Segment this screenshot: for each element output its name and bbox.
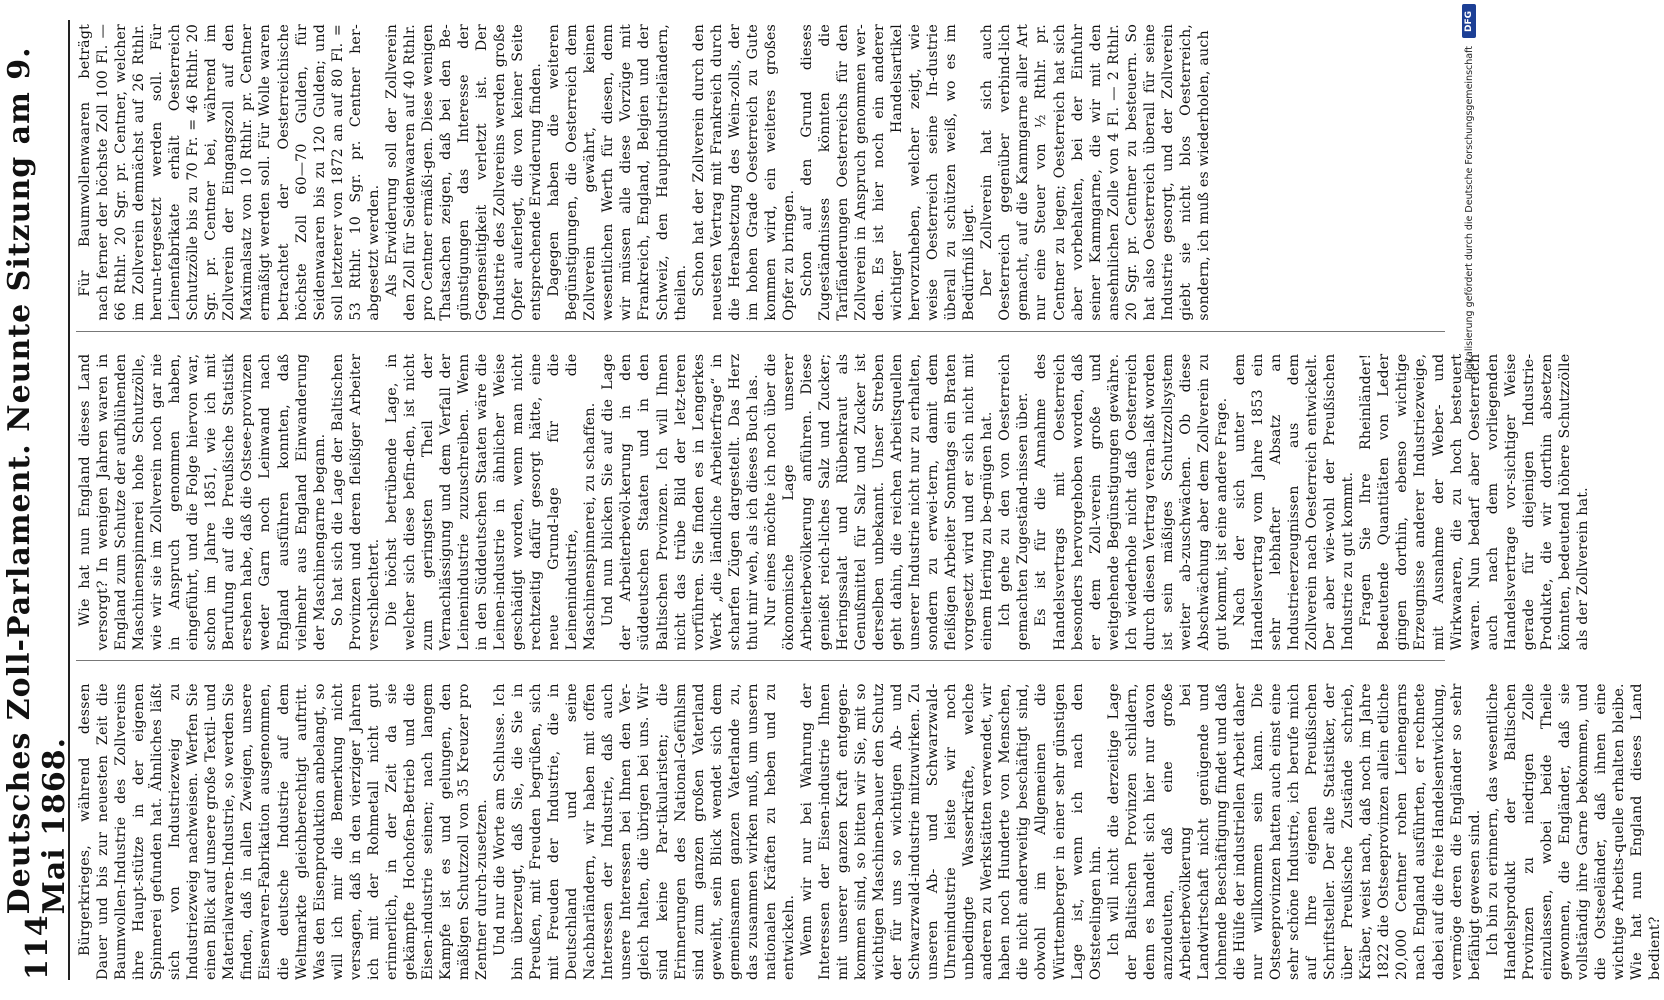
dfg-logo: DFG [1462, 4, 1476, 38]
paragraph: Für Baumwollenwaaren beträgt nach ferner der höchste Zoll 100 Fl. — 66 Rthlr. 20 Sgr. pr. Centner, welcher im Zollverein demnächst auf 26 Rthlr. herun-tergesetzt werden soll. Für Leinenfabrikate erhält Oesterreich Schutzzölle bis zu 70 Fr. = 46 Rthlr. 20 Sgr. pr. Centner bei, während im Zollverein der Eingangszoll auf den Maximalsatz von 10 Rthlr. pr. Centner ermäßigt werden soll. Für Wolle waren betrachtet der Oesterreichische höchste Zoll 60—70 Gulden, für Seidenwaaren bis zu 120 Gulden; und soll letzterer von 1872 an auf 80 Fl. = 53 Rthlr. 10 Sgr. pr. Centner her-abgesetzt werden. [77, 23, 382, 321]
paragraph: Wenn wir nur bei Wahrung der Interessen der Eisen-industrie Ihnen mit unserer ganzen Kraft entgegen-kommen sind, so bitten wir Sie, mit so wichtigen Maschinen-bauer den Schutz der für uns so wichtigen Ab- und Schwarzwald-industrie mitzuwirken. Zu unseren Ab- und Schwarzwald-Uhrenindustrie leiste wir noch unbedingte Wasserkräfte, welche anderen zu Werkstätten verwendet, wir haben noch Hunderte von Menschen, die nicht anderweitig beschäftigt sind, obwohl im Allgemeinen die Württemberger in einer sehr günstigen Lage ist, wenn ich nach den Oststeelingen hin. [798, 683, 1104, 980]
paragraph: Und nun blicken Sie auf die Lage der Arbeiterbevöl-kerung in den süddeutschen Staaten und in den Baltischen Provinzen. Ich will Ihnen nicht das trübe Bild der letz-teren vorführen. Sie finden es in Lengerkes Werk „die ländliche Arbeiterfrage“ in scharfen Zügen dargestellt. Das Herz thut mir weh, als ich dieses Buch las. [600, 353, 761, 651]
column-1 [76, 679, 1664, 980]
paragraph: So hat sich die Lage der Baltischen Provinzen und deren fleißiger Arbeiter verschlechtert. [329, 353, 382, 651]
paragraph: Als Erwiderung soll der Zollverein den Zoll für Seidenwaaren auf 40 Rthlr. pro Centner ermäßi-gen. Diese wenigen Thatsachen zeigen, daß bei den Be-günstigungen das Interesse der Gegenseitigkeit verletzt ist. Der Industrie des Zollvereins werden große Opfer auferlegt, die von keiner Seite entsprechende Erwiderung finden. [383, 23, 545, 321]
page-number: 114 [19, 914, 55, 980]
paragraph: Bürgerkrieges, während dessen Dauer und bis zur neuesten Zeit die Baumwollen-Industrie des Zollvereins ihre Haupt-stütze in der eigenen Spinnerei gefunden hat. Ähnliches läßt sich von Industriezweig zu Industriezweig nachweisen. Werfen Sie einen Blick auf unsere große Textil- und Materialwaren-Industrie, so werden Sie finden, daß in allen Zweigen, unsere Eisenwaren-Fabrikation ausgenommen, die deutsche Industrie auf dem Weltmarkte gleichberechtigt auftritt. Was den Eisenproduktion anbelangt, so will ich mir die Bemerkung nicht versagen, daß in den vierziger Jahren ich mit der Rohmetall nicht gut erinnerlich, in der Zeit da sie gekämpfte Hochofen-Betrieb und die Eisen-industrie seinen; nach langem Kampfe ist es und gelungen, den mäßigen Schutzzoll von 35 Kreuzer pro Zentner durch-zusetzen. [77, 683, 491, 980]
paragraph: Fragen Sie Ihre Rheinländer! Bedeutende Quantitäten von Leder gingen dorthin, ebenso wichtige Erzeugnisse anderer Industriezweige, mit Ausnahme der Weber- und Wirkwaaren, die zu hoch besteuert waren. Nun bedarf aber Oesterreich auch nach dem vorliegenden Handelsvertrage vor-sichtiger Weise gerade für diejenigen Industrie-Produkte, die wir dorthin absetzen könnten, bedeutend höhere Schutzzölle als der Zollverein hat. [1358, 353, 1591, 651]
paragraph: Der Zollverein hat sich auch Oesterreich gegenüber verbind-lich gemacht, auf die Kammgarne aller Art nur eine Steuer von ½ Rthlr. pr. Centner zu legen; Oesterreich hat sich aber vorbehalten, bei der Einfuhr seiner Kammgarne, die wir mit den ansehnlichen Zolle von 4 Fl. — 2 Rthlr. 20 Sgr. pr. Centner zu besteuern. So hat also Oesterreich überall für seine Industrie gesorgt, und der Zollverein giebt sie nicht blos Oesterreich, sondern, ich muß es wiederholen, auch [979, 23, 1212, 321]
column-2 [76, 350, 1591, 662]
paragraph: Die höchst betrübende Lage, in welcher sich diese befin-den, ist nicht zum geringsten Theil der Vernachlässigung und dem Verfall der Leinenindustrie zuzuschreiben. Wenn in den Süddeutschen Staaten wäre die Leinen-industrie in ähnlicher Weise geschädigt worden, wenn man nicht rechtzeitig dafür gesorgt hätte, eine neue Grund-lage für die Leinenindustrie, die Maschinenspinnerei, zu schaffen. [383, 353, 599, 651]
digitization-credit: Digitalisierung gefördert durch die Deutsche Forschungsgemeinschaft [1463, 46, 1475, 380]
paragraph: Wie hat nun England dieses Land versorgt? In wenigen Jahren waren in England zum Schutze der aufblühenden Maschinenspinnerei hohe Schutzzölle, wie wir sie im Zollverein noch gar nie in Anspruch genommen haben, eingeführt, und die Folge hiervon war, schon im Jahre 1851, wie ich mit Berufung auf die Preußische Statistik ersehen habe, daß die Ostsee-provinzen weder Garn noch Leinwand nach England ausführen konnten, daß vielmehr aus England Einwanderung der Maschinengarne begann. [77, 353, 328, 651]
running-title: Deutsches Zoll-Parlament. Neunte Sitzung am 9. Mai 1868. [2, 46, 72, 915]
dfg-sidebar [1459, 0, 1479, 1000]
paragraph: Schon hat der Zollverein durch den neuesten Vertrag mit Frankreich durch die Herabsetzung des Wein-zolls, der im hohen Grade Oesterreich zu Gute kommen wird, ein weiteres großes Opfer zu bringen. [690, 23, 797, 321]
paragraph: Schon auf den Grund dieses Zugeständnisses könnten die Tarifänderungen Oesterreichs für den Zollverein in Anspruch genommen wer-den. Es ist hier noch ein anderer wichtiger Handelsartikel hervorzuheben, welcher zeigt, wie weise Oesterreich seine In-dustrie überall zu schützen weiß, wo es im Bedürfniß liegt. [798, 23, 978, 321]
paragraph: Nur eines möchte ich noch über die ökonomische Lage unserer Arbeiterbevölkerung anführen. Diese genießt reich-liches Salz und Zucker; Heringssalat und Rübenkraut als Genußmittel für Salz und Zucker ist derselben unbekannt. Unser Streben geht dahin, die reichen Arbeitsquellen unserer Industrie nicht nur zu erhalten, sondern zu erwei-tern, damit dem fleißigen Arbeiter Sonntags ein Braten vorgesetzt wird und er sich nicht mit einem Hering zu be-gnügen hat. [762, 353, 996, 651]
column-3 [76, 20, 1445, 332]
paragraph: Und nur die Worte am Schlusse. Ich bin überzeugt, daß Sie, die Sie in Preußen, mit Freuden begrüßen, sich mit Freuden der Industrie, die in Deutschland und seine Nachbarländern, wir haben mit offen Interessen der Industrie, daß auch unsere Interessen bei Ihnen den Ver-gleich halten, die übrigen bei uns. Wir sind keine Par-tikularisten; die Erinnerungen des National-Gefühlsm sind zum ganzen großen Vaterland geweiht, sein Blick wendet sich dem gemeinsamen ganzen Vaterlande zu, das zusammen wirken muß, um unsern nationalen Kräften zu heben und zu entwickeln. [492, 683, 797, 980]
paragraph: Ich bin zu erinnern, das wesentliche Handelsprodukt der Baltischen Provinzen zu niedrigen Zolle einzulassen, wobei beide Theile gewonnen, die Engländer, daß sie vollständig ihre Garne bekommen, und die Ostseeländer, daß ihnen eine wichtige Arbeits-quelle erhalten bleibe. Wie hat nun England dieses Land bedient? [1484, 683, 1664, 980]
page-header [2, 20, 72, 980]
paragraph: Es ist für die Annahme des Handelsvertrags mit Oesterreich besonders hervorgehoben worden, daß er dem Zoll-verein große und weitgehende Begünstigungen gewähre. Ich wiederhole nicht daß Oesterreich durch diesen Vertrag veran-laßt worden ist sein mäßiges Schutzzollsystem weiter ab-zuschwächen. Ob diese Abschwächung aber dem Zollverein zu gut kommt, ist eine andere Frage. [1033, 353, 1230, 651]
paragraph: Nach der sich unter dem Handelsvertrag vom Jahre 1853 ein sehr lebhafter Absatz an Industrieerzeugnissen aus dem Zollverein nach Oesterreich entwickelt. Der aber wie-wohl der Preußischen Industrie zu gut kommt. [1232, 353, 1357, 651]
paragraph: Dagegen haben die weiteren Begünstigungen, die Oesterreich dem Zollverein gewährt, keinen wesentlichen Werth für diesen, denn wir müssen alle diese Vorzüge mit Frankreich, England, Belgien und der Schweiz, den Hauptindustrieländern, theilen. [546, 23, 689, 321]
paragraph: Ich will nicht die derzeitige Lage der Baltischen Provinzen schildern, denn es handelt sich hier nur davon anzudeuten, daß eine große Arbeiterbevölkerung bei Landwirtschaft nicht genügende und lohnende Beschäftigung findet und daß die Hülfe der industriellen Arbeit daher nur willkommen sein kann. Die Ostseeprovinzen hatten auch einst eine sehr schöne Industrie, ich berufe mich auf Ihre eigenen Preußischen Schriftsteller. Der alte Statistiker, der über Preußische Zustände schrieb, Kräber, weist nach, daß noch im Jahre 1822 die Ostseeprovinzen allein etliche 20,000 Centner rohen Leinengarns nach England ausführten, er rechnete dabei auf die freie Handelsentwicklung, vermöge deren die Engländer so sehr befähigt gewesen sind. [1105, 683, 1483, 980]
paragraph: Ich gehe zu den von Oesterreich gemachten Zugeständ-nissen über. [997, 353, 1032, 651]
